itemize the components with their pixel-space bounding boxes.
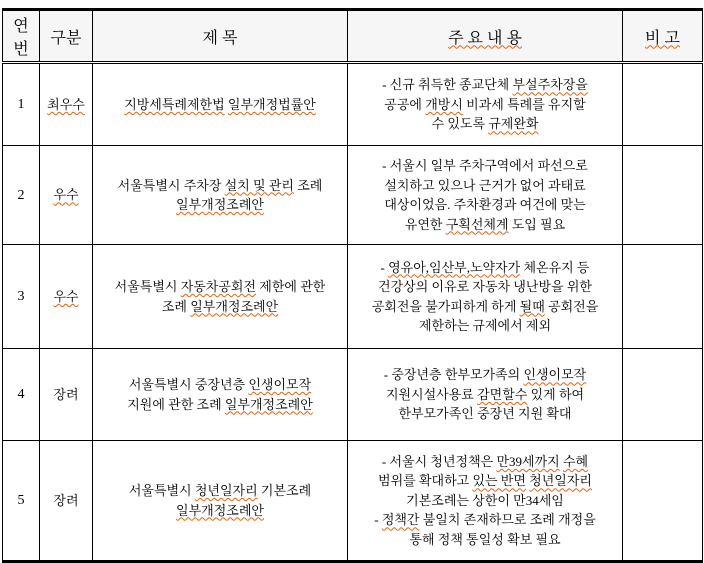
row-3-content: - 영유아,임산부,노약자가 체온유지 등 건강상의 이유로 자동차 냉난방을 위한 공회전을 불가피하게 하게 될때 공회전을 제한하는 규제에서 제외	[348, 245, 623, 349]
row-2-no: 2	[3, 146, 40, 245]
row-4-note	[623, 349, 703, 441]
row-1-title: 지방세특례제한법 일부개정법률안	[93, 63, 348, 146]
row-5-category: 장려	[40, 441, 93, 562]
row-2-note	[623, 146, 703, 245]
row-2-title: 서울특별시 주차장 설치 및 관리 조례 일부개정조례안	[93, 146, 348, 245]
table-row	[3, 63, 703, 146]
row-2-content: - 서울시 일부 주차구역에서 파선으로 설치하고 있으나 근거가 없어 과태료 대상이었음. 주차환경과 여건에 맞는 유연한 구획선체계 도입 필요	[348, 146, 623, 245]
header-cell-category: 구분	[40, 10, 93, 63]
row-1-content: - 신규 취득한 종교단체 부설주차장을 공공에 개방시 비과세 특례를 유지할 수 있도록 규제완화	[348, 63, 623, 146]
row-3-note	[623, 245, 703, 349]
row-1-no: 1	[3, 63, 40, 146]
header-cell-no: 연번	[3, 10, 40, 63]
header-cell-note: 비 고	[623, 10, 703, 63]
row-4-content: - 중장년층 한부모가족의 인생이모작 지원시설사용료 감면할수 있게 하여 한부모가족인 중장년 지원 확대	[348, 349, 623, 441]
table-row	[3, 245, 703, 349]
header-cell-main-content: 주 요 내 용	[348, 10, 623, 63]
award-ordinance-table	[2, 8, 703, 563]
header-cell-title: 제 목	[93, 10, 348, 63]
table-row	[3, 349, 703, 441]
row-5-note	[623, 441, 703, 562]
row-5-content: - 서울시 청년정책은 만39세까지 수혜 범위를 확대하고 있는 반면 청년일자리 기본조례는 상한이 만34세임 - 정책간 불일치 존재하므로 조례 개정을 통해 정책 통일성 확보 필요	[348, 441, 623, 562]
row-5-title: 서울특별시 청년일자리 기본조례 일부개정조례안	[93, 441, 348, 562]
row-3-no: 3	[3, 245, 40, 349]
row-4-title: 서울특별시 중장년층 인생이모작 지원에 관한 조례 일부개정조례안	[93, 349, 348, 441]
table-row	[3, 146, 703, 245]
row-1-note	[623, 63, 703, 146]
row-4-category: 장려	[40, 349, 93, 441]
row-2-category: 우수	[40, 146, 93, 245]
table-row	[3, 441, 703, 562]
row-1-category: 최우수	[40, 63, 93, 146]
row-5-no: 5	[3, 441, 40, 562]
row-4-no: 4	[3, 349, 40, 441]
table-header-row	[3, 10, 703, 63]
row-3-title: 서울특별시 자동차공회전 제한에 관한 조례 일부개정조례안	[93, 245, 348, 349]
row-3-category: 우수	[40, 245, 93, 349]
